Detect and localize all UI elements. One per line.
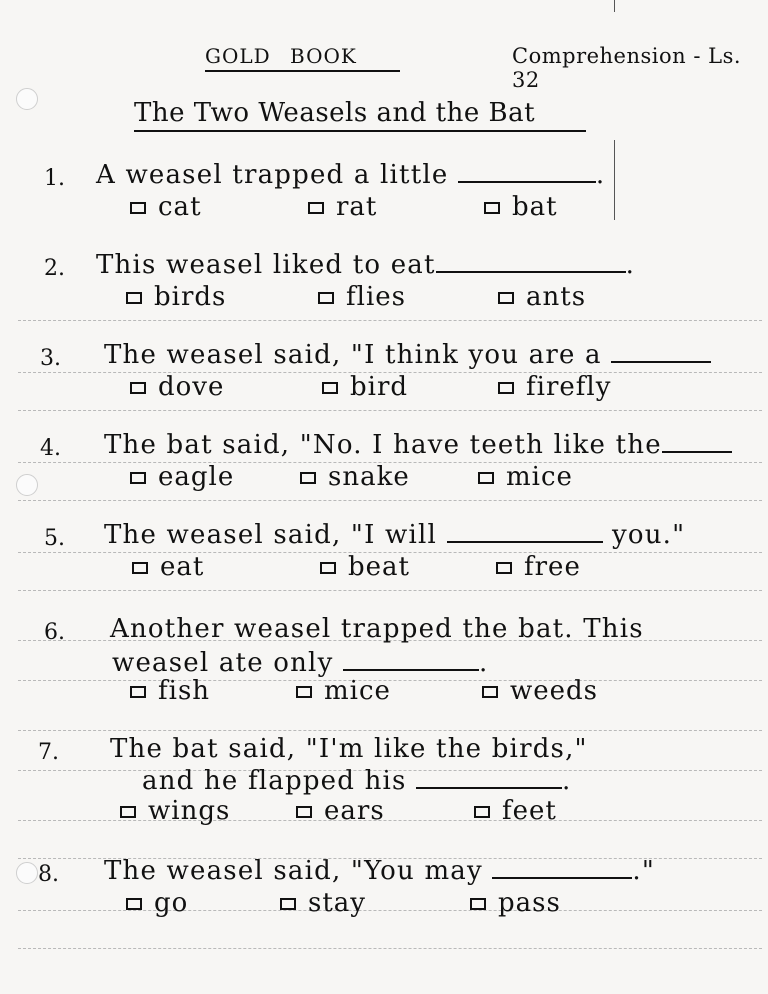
checkbox-icon[interactable] [320, 562, 336, 574]
checkbox-icon[interactable] [130, 686, 146, 698]
question-number: 7. [38, 740, 59, 765]
question-text: This weasel liked to eat . [96, 250, 636, 280]
option-cat[interactable]: cat [130, 192, 202, 222]
checkbox-icon[interactable] [126, 292, 142, 304]
option-go[interactable]: go [126, 888, 188, 918]
checkbox-icon[interactable] [498, 292, 514, 304]
checkbox-icon[interactable] [484, 202, 500, 214]
punch-hole [16, 88, 38, 110]
question-text: The weasel said, "I think you are a [104, 340, 711, 370]
checkbox-icon[interactable] [296, 686, 312, 698]
question-number: 5. [44, 526, 65, 551]
worksheet-title: The Two Weasels and the Bat [134, 98, 586, 132]
option-rat[interactable]: rat [308, 192, 377, 222]
ruled-line [18, 320, 762, 321]
checkbox-icon[interactable] [132, 562, 148, 574]
option-mice[interactable]: mice [296, 676, 391, 706]
scan-mark [614, 0, 615, 12]
checkbox-icon[interactable] [308, 202, 324, 214]
option-bird[interactable]: bird [322, 372, 408, 402]
option-weeds[interactable]: weeds [482, 676, 598, 706]
question-number: 8. [38, 862, 59, 887]
option-pass[interactable]: pass [470, 888, 561, 918]
question-number: 2. [44, 256, 65, 281]
checkbox-icon[interactable] [300, 472, 316, 484]
ruled-line [18, 730, 762, 731]
checkbox-icon[interactable] [498, 382, 514, 394]
checkbox-icon[interactable] [130, 382, 146, 394]
checkbox-icon[interactable] [130, 472, 146, 484]
option-wings[interactable]: wings [120, 796, 230, 826]
checkbox-icon[interactable] [280, 898, 296, 910]
checkbox-icon[interactable] [318, 292, 334, 304]
checkbox-icon[interactable] [478, 472, 494, 484]
checkbox-icon[interactable] [496, 562, 512, 574]
ruled-line [18, 410, 762, 411]
ruled-line [18, 948, 762, 949]
checkbox-icon[interactable] [130, 202, 146, 214]
option-flies[interactable]: flies [318, 282, 406, 312]
question-text: The weasel said, "I will you." [104, 520, 686, 550]
question-text: Another weasel trapped the bat. This [110, 614, 644, 644]
scan-mark [614, 140, 615, 220]
checkbox-icon[interactable] [296, 806, 312, 818]
book-label: GOLD BOOK [205, 44, 400, 72]
checkbox-icon[interactable] [474, 806, 490, 818]
checkbox-icon[interactable] [126, 898, 142, 910]
option-birds[interactable]: birds [126, 282, 226, 312]
ruled-line [18, 500, 762, 501]
checkbox-icon[interactable] [470, 898, 486, 910]
question-text: A weasel trapped a little . [96, 160, 606, 190]
option-bat[interactable]: bat [484, 192, 558, 222]
option-free[interactable]: free [496, 552, 581, 582]
question-text: weasel ate only . [112, 648, 489, 678]
question-number: 1. [44, 166, 65, 191]
question-number: 4. [40, 436, 61, 461]
checkbox-icon[interactable] [322, 382, 338, 394]
option-eat[interactable]: eat [132, 552, 204, 582]
checkbox-icon[interactable] [120, 806, 136, 818]
option-stay[interactable]: stay [280, 888, 366, 918]
option-ants[interactable]: ants [498, 282, 586, 312]
question-text: and he flapped his . [142, 766, 572, 796]
punch-hole [16, 862, 38, 884]
option-dove[interactable]: dove [130, 372, 224, 402]
question-text: The bat said, "I'm like the birds," [110, 734, 588, 764]
lesson-label: Comprehension - Ls. 32 [512, 44, 742, 92]
option-feet[interactable]: feet [474, 796, 557, 826]
option-ears[interactable]: ears [296, 796, 385, 826]
question-text: The weasel said, "You may ." [104, 856, 655, 886]
option-eagle[interactable]: eagle [130, 462, 234, 492]
punch-hole [16, 474, 38, 496]
question-number: 3. [40, 346, 61, 371]
option-firefly[interactable]: firefly [498, 372, 611, 402]
question-text: The bat said, "No. I have teeth like the [104, 430, 732, 460]
option-fish[interactable]: fish [130, 676, 210, 706]
option-snake[interactable]: snake [300, 462, 410, 492]
checkbox-icon[interactable] [482, 686, 498, 698]
option-beat[interactable]: beat [320, 552, 410, 582]
option-mice[interactable]: mice [478, 462, 573, 492]
ruled-line [18, 590, 762, 591]
question-number: 6. [44, 620, 65, 645]
